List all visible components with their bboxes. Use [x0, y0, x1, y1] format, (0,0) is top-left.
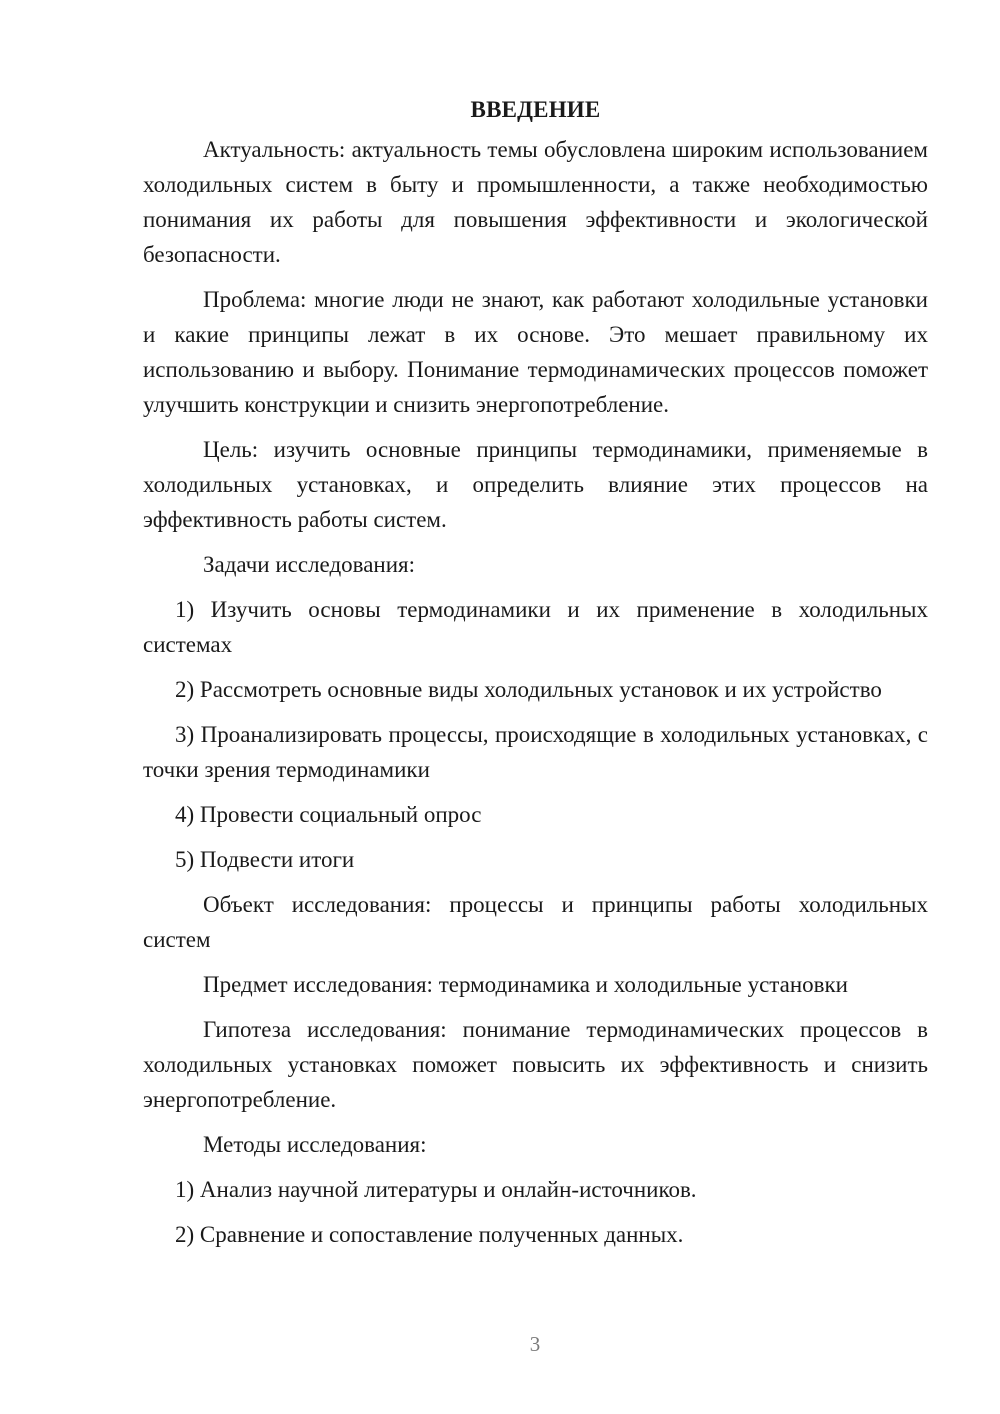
- method-item-2: 2) Сравнение и сопоставление полученных данных.: [175, 1222, 684, 1247]
- task-item-3: 3) Проанализировать процессы, происходящие в холодильных установках, с точки зрения термодинамики: [143, 722, 928, 782]
- page-number: 3: [529, 1332, 541, 1356]
- section-heading: ВВЕДЕНИЕ: [470, 97, 601, 122]
- task-item-1: 1) Изучить основы термодинамики и их применение в холодильных системах: [143, 597, 928, 657]
- tasks-title: Задачи исследования:: [203, 552, 416, 577]
- methods-title: Методы исследования:: [203, 1132, 427, 1157]
- method-item-1: 1) Анализ научной литературы и онлайн-источников.: [175, 1177, 697, 1202]
- problem-paragraph: Проблема: многие люди не знают, как работают холодильные установки и какие принципы лежат в их основе. Это мешает правильному их использованию и выбору. Понимание термодинамических процессов поможет улучшить конструкции и снизить энергопотребление.: [143, 287, 928, 417]
- relevance-paragraph: Актуальность: актуальность темы обусловлена широким использованием холодильных систем в быту и промышленности, а также необходимостью понимания их работы для повышения эффективности и экологической безопасности.: [143, 137, 928, 267]
- task-item-4: 4) Провести социальный опрос: [175, 802, 482, 827]
- hypothesis-paragraph: Гипотеза исследования: понимание термодинамических процессов в холодильных установках поможет повысить их эффективность и снизить энергопотребление.: [143, 1017, 928, 1112]
- subject-paragraph: Предмет исследования: термодинамика и холодильные установки: [203, 972, 848, 997]
- goal-paragraph: Цель: изучить основные принципы термодинамики, применяемые в холодильных установках, и определить влияние этих процессов на эффективность работы систем.: [143, 437, 928, 532]
- document-page: [143, 92, 928, 1262]
- task-item-5: 5) Подвести итоги: [175, 847, 355, 872]
- task-item-2: 2) Рассмотреть основные виды холодильных установок и их устройство: [175, 677, 882, 702]
- object-paragraph: Объект исследования: процессы и принципы работы холодильных систем: [143, 892, 928, 952]
